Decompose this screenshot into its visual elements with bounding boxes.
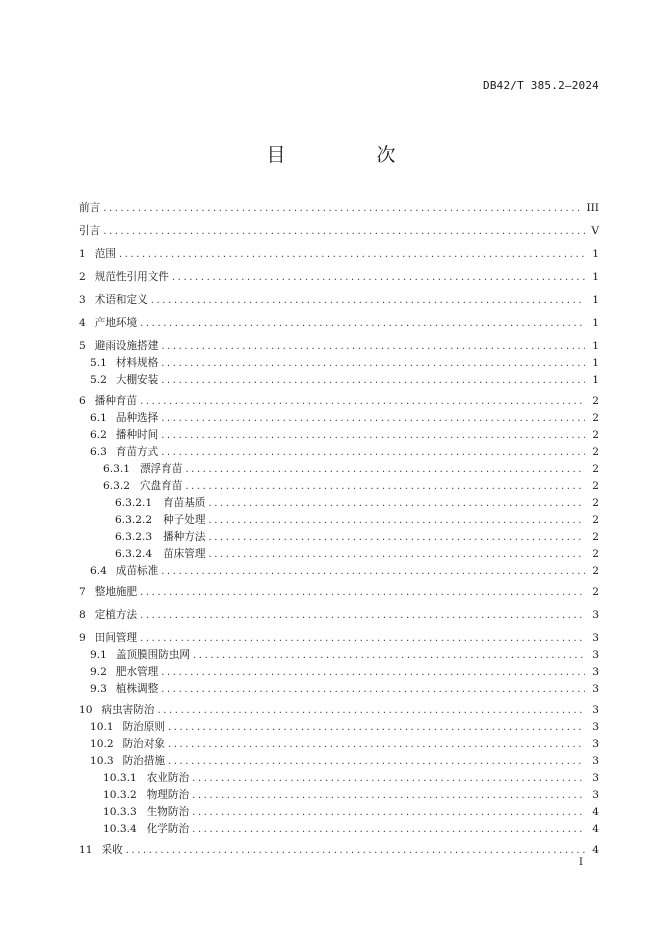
dot-leader [193,650,585,661]
dot-leader [140,633,585,644]
toc-entry-page: 1 [592,271,599,283]
toc-entry[interactable] [79,200,599,217]
toc-entry[interactable] [79,804,599,821]
toc-entry[interactable] [79,770,599,787]
toc-entry-title: 苗床管理 [163,548,206,560]
toc-entry-title: 定植方法 [94,609,138,621]
toc-entry-title: 漂浮育苗 [139,463,183,475]
dot-leader [119,249,585,260]
dot-leader [208,515,585,526]
dot-leader [161,684,585,695]
toc-entry-label [79,269,172,284]
dot-leader [161,430,585,441]
dot-leader [140,396,585,407]
toc-entry[interactable] [79,427,599,444]
toc-entry-title: 规范性引用文件 [94,271,169,283]
dot-leader [161,375,585,386]
dot-leader [208,549,585,560]
toc-entry-title: 引言 [79,225,101,237]
toc-entry-number: 6.3.2.3 [115,531,153,543]
toc-entry-page: 2 [592,480,599,492]
dot-leader [161,341,585,352]
toc-entry[interactable] [79,444,599,461]
toc-entry[interactable] [79,664,599,681]
dot-leader [192,773,585,784]
toc-entry-page: 2 [592,446,599,458]
toc-entry-number: 9 [79,632,86,644]
toc-entry-title: 植株调整 [115,683,159,695]
toc-entry-page: 4 [592,844,599,856]
dot-leader [140,587,585,598]
toc-entry[interactable] [79,495,599,512]
toc-entry-label [90,753,168,768]
toc-entry-label [103,478,185,493]
toc-entry-number: 6.3.2.2 [115,514,153,526]
toc-entry-title: 品种选择 [115,412,159,424]
toc-entry-page: 2 [592,395,599,407]
toc-entry-title: 防治措施 [122,755,165,767]
toc-entry-page: 2 [592,497,599,509]
toc-entry-page: 2 [592,586,599,598]
toc-entry-page: 3 [592,609,599,621]
toc-entry-number: 10.1 [90,721,114,733]
toc-entry-number: 9.1 [90,649,107,661]
toc-entry-title: 大棚安装 [115,374,159,386]
toc-entry-title: 材料规格 [115,357,159,369]
toc-entry[interactable] [79,292,599,309]
toc-entry-title: 育苗方式 [115,446,159,458]
toc-entry-title: 化学防治 [146,823,190,835]
toc-entry-label [90,664,161,679]
toc-entry-number: 5.1 [90,357,107,369]
dot-leader [192,807,585,818]
toc-entry-number: 6.4 [90,565,107,577]
toc-entry[interactable] [79,478,599,495]
toc-entry-title: 采收 [101,844,123,856]
toc-entry[interactable] [79,372,599,389]
toc-entry-number: 11 [79,844,93,856]
toc-entry[interactable] [79,647,599,664]
toc-entry[interactable] [79,736,599,753]
toc-entry-label [90,647,193,662]
toc-entry-title: 穴盘育苗 [139,480,183,492]
dot-leader [172,272,585,283]
toc-entry-page: 3 [592,738,599,750]
toc-entry-page: 2 [592,531,599,543]
toc-entry-page: 3 [592,666,599,678]
toc-entry-number: 5.2 [90,374,107,386]
toc-entry-number: 6.3.1 [103,463,130,475]
toc-entry-label [90,681,161,696]
toc-entry-label [103,787,192,802]
toc-entry[interactable] [79,461,599,478]
toc-entry-title: 播种时间 [115,429,159,441]
toc-entry-number: 10.3.1 [103,772,137,784]
toc-entry-title: 产地环境 [94,317,138,329]
toc-entry-label [103,804,192,819]
dot-leader [185,464,585,475]
dot-leader [161,566,585,577]
toc-entry-title: 前言 [79,202,101,214]
toc-entry-label [90,427,161,442]
toc-entry-label [79,246,119,261]
dot-leader [161,358,585,369]
toc-entry-label [90,410,161,425]
dot-leader [140,318,585,329]
toc-entry[interactable] [79,702,599,719]
toc-entry-number: 6 [79,395,86,407]
toc-entry[interactable] [79,393,599,410]
toc-entry-page: V [591,225,599,237]
toc-entry-label [115,546,208,561]
dot-leader [140,610,585,621]
toc-entry-label [115,512,208,527]
toc-entry-page: 2 [592,429,599,441]
toc-entry-title: 范围 [94,248,116,260]
toc-entry-title: 田间管理 [94,632,138,644]
toc-entry-page: 3 [592,772,599,784]
dot-leader [103,226,585,237]
toc-entry[interactable] [79,223,599,240]
toc-entry-label [103,461,185,476]
dot-leader [168,756,585,767]
toc-entry[interactable] [79,410,599,427]
toc-entry-page: 4 [592,823,599,835]
toc-entry-label [90,736,168,751]
toc-entry-label [79,338,161,353]
toc-entry-title: 农业防治 [146,772,190,784]
toc-entry-page: 1 [592,294,599,306]
toc-entry-page: 2 [592,463,599,475]
toc-entry[interactable] [79,246,599,263]
toc-entry[interactable] [79,315,599,332]
toc-entry-label [90,355,161,370]
dot-leader [151,295,585,306]
toc-entry-number: 7 [79,586,86,598]
dot-leader [185,481,585,492]
toc-entry-title: 防治原则 [122,721,165,733]
toc-entry-label [79,315,140,330]
toc-entry[interactable] [79,355,599,372]
toc-entry-title: 物理防治 [146,789,190,801]
page-title: 目 次 [266,144,432,166]
toc-entry-number: 10.3.4 [103,823,137,835]
toc-entry-number: 1 [79,248,86,260]
toc-entry-number: 9.2 [90,666,107,678]
toc-entry[interactable] [79,338,599,355]
toc-entry-label [79,584,140,599]
toc-entry-number: 8 [79,609,86,621]
toc-entry-number: 5 [79,340,86,352]
toc-entry-title: 播种方法 [163,531,206,543]
toc-entry-number: 6.3.2.4 [115,548,153,560]
toc-entry[interactable] [79,842,599,859]
toc-entry-number: 10.3 [90,755,114,767]
toc-entry[interactable] [79,821,599,838]
toc-entry[interactable] [79,630,599,647]
toc-entry-title: 整地施肥 [94,586,138,598]
toc-entry-label [90,372,161,387]
toc-entry-title: 生物防治 [146,806,190,818]
toc-entry-number: 10 [79,704,93,716]
toc-entry-page: 3 [592,683,599,695]
toc-entry-title: 种子处理 [163,514,206,526]
toc-entry-label [90,719,168,734]
toc-entry-title: 盖顶膜围防虫网 [115,649,191,661]
toc-entry-number: 10.3.3 [103,806,137,818]
dot-leader [192,790,585,801]
toc-entry-label [79,223,103,238]
dot-leader [208,498,585,509]
toc-entry-page: 3 [592,789,599,801]
toc-entry-page: 1 [592,317,599,329]
toc-entry-page: 3 [592,721,599,733]
dot-leader [208,532,585,543]
toc-entry-page: 3 [592,755,599,767]
toc-entry[interactable] [79,584,599,601]
toc-entry-label [79,842,126,857]
toc-entry-page: 2 [592,412,599,424]
toc-entry[interactable] [79,269,599,286]
toc-entry[interactable] [79,607,599,624]
toc-entry-page: 3 [592,704,599,716]
toc-entry-label [79,630,140,645]
toc-entry-title: 防治对象 [122,738,165,750]
toc-entry-page: III [586,202,599,214]
toc-entry-page: 2 [592,565,599,577]
toc-entry-title: 成苗标准 [115,565,159,577]
toc-entry[interactable] [79,753,599,770]
toc-entry-number: 6.3.2 [103,480,130,492]
dot-leader [168,739,585,750]
toc-entry-number: 6.3.2.1 [115,497,153,509]
toc-entry-number: 10.3.2 [103,789,137,801]
dot-leader [192,824,585,835]
toc-entry-page: 1 [592,248,599,260]
toc-entry-number: 4 [79,317,86,329]
dot-leader [161,667,585,678]
toc-entry-label [115,529,208,544]
toc-entry[interactable] [79,719,599,736]
toc-entry-label [103,821,192,836]
toc-entry-number: 6.3 [90,446,107,458]
toc-entry-label [79,292,151,307]
toc-entry-title: 育苗基质 [163,497,206,509]
toc-entry-page: 3 [592,632,599,644]
toc-entry-page: 3 [592,649,599,661]
toc-entry-page: 2 [592,514,599,526]
toc-entry-title: 避雨设施搭建 [94,340,159,352]
toc-entry-title: 肥水管理 [115,666,159,678]
toc-entry-number: 9.3 [90,683,107,695]
dot-leader [157,705,585,716]
toc-entry-label [90,444,161,459]
toc-entry[interactable] [79,529,599,546]
toc-entry-page: 1 [592,374,599,386]
document-id: DB42/T 385.2—2024 [483,79,599,92]
toc-entry-label [103,770,192,785]
toc-entry[interactable] [79,681,599,698]
toc-entry[interactable] [79,546,599,563]
toc-entry-number: 3 [79,294,86,306]
toc-entry-number: 2 [79,271,86,283]
page-number: I [579,857,583,868]
table-of-contents [79,200,599,859]
toc-entry-page: 4 [592,806,599,818]
dot-leader [168,722,585,733]
toc-entry[interactable] [79,563,599,580]
toc-entry-label [79,200,103,215]
toc-entry[interactable] [79,787,599,804]
dot-leader [161,413,585,424]
toc-entry-label [79,607,140,622]
toc-entry-page: 1 [592,357,599,369]
toc-entry-number: 10.2 [90,738,114,750]
toc-entry-title: 病虫害防治 [101,704,155,716]
toc-entry-title: 术语和定义 [94,294,148,306]
toc-entry-page: 2 [592,548,599,560]
toc-entry-label [79,393,140,408]
toc-entry-label [90,563,161,578]
toc-entry[interactable] [79,512,599,529]
toc-entry-number: 6.2 [90,429,107,441]
toc-entry-label [115,495,208,510]
toc-entry-number: 6.1 [90,412,107,424]
toc-entry-page: 1 [592,340,599,352]
dot-leader [103,203,582,214]
toc-entry-label [79,702,157,717]
dot-leader [161,447,585,458]
toc-entry-title: 播种育苗 [94,395,138,407]
dot-leader [126,845,585,856]
